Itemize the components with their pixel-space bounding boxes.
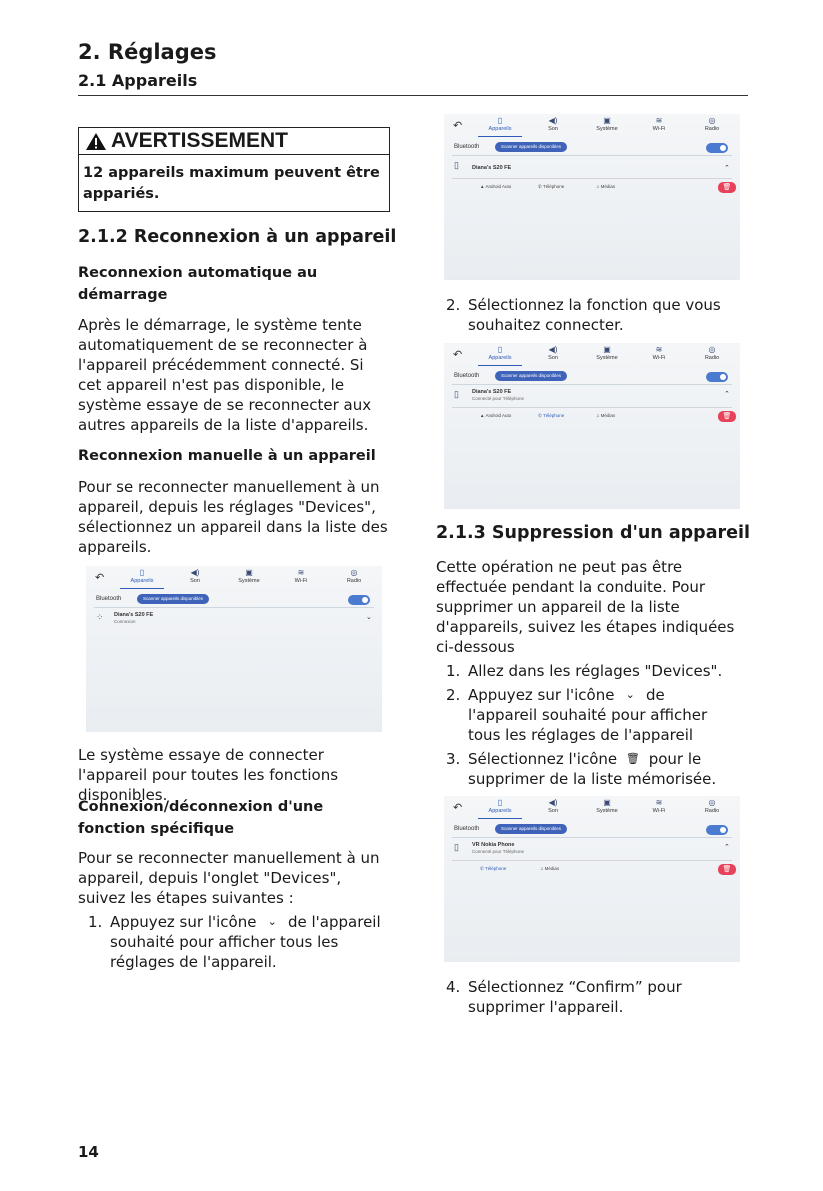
tab-appareils[interactable]: ▯ Appareils [478,344,522,361]
divider [452,178,732,179]
music-icon: ♫ [540,866,544,871]
trash-icon: 🗑 [625,752,640,765]
music-icon: ♫ [596,413,600,418]
screenshot-connecting [86,566,382,732]
android-auto-icon: ▲ [480,184,485,189]
active-tab-underline [120,588,164,589]
delete-steps [446,661,736,793]
trash-icon: 🗑 [722,413,732,420]
function-media[interactable]: ♫ Médias [596,413,616,418]
warning-text: 12 appareils maximum peuvent être appariés. [83,165,380,202]
radio-icon: ◎ [708,116,716,125]
tab-wifi[interactable]: ≋ Wi-Fi [637,115,681,132]
scan-button[interactable]: Scanner appareils disponibles [495,824,567,834]
bluetooth-label: Bluetooth [454,826,480,832]
system-icon: ▣ [603,116,611,125]
function-android-auto[interactable]: ▲ Android Auto [480,184,512,189]
chapter-title: 2. Réglages [78,40,217,64]
delete-button[interactable] [718,182,736,193]
delete-steps-b [446,977,736,1021]
divider [452,837,732,838]
after-screenshot-text: Le système essaye de connecter l'appareil pour toutes les fonctions disponibles. [78,746,339,804]
tab-son[interactable]: ◀) Son [531,115,575,132]
tab-son[interactable]: ◀) Son [173,567,217,584]
chevron-down-icon[interactable]: ⌄ [366,614,372,621]
android-auto-icon: ▲ [480,413,485,418]
trash-icon: 🗑 [722,184,732,191]
divider [452,407,732,408]
active-tab-underline [478,365,522,366]
tab-son[interactable]: ◀) Son [531,344,575,361]
phone-icon: ▯ [454,160,459,170]
manual-reconnect-text: Pour se reconnecter manuellement à un appareil, depuis les réglages "Devices", sélectionnez un appareil dans la liste des appareils. [78,478,388,556]
list-item: 4. Sélectionnez “Confirm” pour supprimer l'appareil. [446,978,682,1016]
screenshot-delete [444,796,740,962]
divider [452,860,732,861]
phone-icon: ✆ [480,866,484,871]
delete-intro: Cette opération ne peut pas être effectuée pendant la conduite. Pour supprimer un appareil de la liste d'appareils, suivez les étapes indiquées ci-dessous [436,558,735,656]
function-steps [88,912,388,976]
list-item: 3. Sélectionnez l'icône 🗑 pour le supprimer de la liste mémorisée. [446,750,717,788]
chevron-down-icon: ⌄ [625,688,635,701]
divider [452,155,732,156]
tab-systeme[interactable]: ▣ Système [227,567,271,584]
function-android-auto[interactable]: ▲ Android Auto [480,413,512,418]
tab-appareils[interactable]: ▯ Appareils [120,567,164,584]
speaker-icon: ◀) [548,798,558,807]
system-icon: ▣ [603,345,611,354]
phone-connected-icon: ▯ [454,389,459,399]
scan-button[interactable]: Scanner appareils disponibles [137,594,209,604]
devices-icon: ▯ [497,798,503,807]
tab-radio[interactable]: ◎ Radio [332,567,376,584]
trash-icon: 🗑 [722,866,732,873]
delete-button[interactable] [718,411,736,422]
speaker-icon: ◀) [548,345,558,354]
warning-icon [85,132,107,151]
page-number: 14 [78,1143,99,1161]
warning-header [79,128,389,155]
device-name: VR Nokia Phone [472,842,515,848]
bluetooth-toggle[interactable] [706,143,728,153]
list-item: 2. Sélectionnez la fonction que vous souhaitez connecter. [446,296,721,334]
chevron-up-icon[interactable]: ⌃ [724,391,730,398]
divider [94,607,374,608]
device-status: Connexion [114,619,136,624]
chevron-down-icon: ⌄ [267,915,277,928]
function-media[interactable]: ♫ Médias [596,184,616,189]
header-rule [78,95,748,96]
radio-icon: ◎ [708,798,716,807]
phone-icon: ✆ [538,413,542,418]
function-telephone[interactable]: ✆ Téléphone [480,866,507,871]
device-name: Diana's S20 FE [472,389,512,395]
tab-radio[interactable]: ◎ Radio [690,115,734,132]
wifi-icon: ≋ [655,116,663,125]
scan-button[interactable]: Scanner appareils disponibles [495,142,567,152]
tab-wifi[interactable]: ≋ Wi-Fi [279,567,323,584]
delete-button[interactable] [718,864,736,875]
chevron-up-icon[interactable]: ⌃ [724,165,730,172]
bluetooth-label: Bluetooth [454,144,480,150]
section-2-1-3-title: 2.1.3 Suppression d'un appareil [436,523,751,543]
function-media[interactable]: ♫ Médias [540,866,560,871]
function-telephone[interactable]: ✆ Téléphone [538,413,565,418]
wifi-icon: ≋ [297,568,305,577]
section-2-1-2-title: 2.1.2 Reconnexion à un appareil [78,227,397,247]
wifi-icon: ≋ [655,345,663,354]
bluetooth-toggle[interactable] [706,372,728,382]
device-status: Connecté pour Téléphone [472,849,524,854]
function-title: Connexion/déconnexion d'une fonction spécifique [78,799,324,837]
manual-reconnect-title: Reconnexion manuelle à un appareil [78,448,376,464]
function-telephone[interactable]: ✆ Téléphone [538,184,565,189]
section-title: 2.1 Appareils [78,71,198,90]
device-name: Diana's S20 FE [472,165,512,171]
auto-reconnect-text: Après le démarrage, le système tente automatiquement de se reconnecter à l'appareil précédemment connecté. Si cet appareil n'est pas disponible, le système essaye de se reconnecter aux autres appareils de la liste d'appareils. [78,316,372,434]
tab-systeme[interactable]: ▣ Système [585,115,629,132]
back-icon[interactable]: ↶ [453,120,463,132]
tab-systeme[interactable]: ▣ Système [585,344,629,361]
screenshot-function-telephone [444,343,740,509]
active-tab-underline [478,136,522,137]
tab-radio[interactable]: ◎ Radio [690,344,734,361]
device-status: Connecté pour Téléphone [472,396,524,401]
system-icon: ▣ [603,798,611,807]
phone-icon: ✆ [538,184,542,189]
wifi-icon: ≋ [655,798,663,807]
back-icon[interactable]: ↶ [95,572,105,584]
tab-appareils[interactable]: ▯ Appareils [478,115,522,132]
back-icon[interactable]: ↶ [453,349,463,361]
list-item: 1. Appuyez sur l'icône ⌄ de l'appareil souhaité pour afficher tous les réglages de l'appareil. [88,913,381,971]
device-name: Diana's S20 FE [114,612,154,618]
chevron-up-icon[interactable]: ⌃ [724,844,730,851]
list-item: 2. Appuyez sur l'icône ⌄ de l'appareil souhaité pour afficher tous les réglages de l'appareil [446,686,708,744]
screenshot-connected [444,114,740,280]
function-text: Pour se reconnecter manuellement à un appareil, depuis l'onglet "Devices", suivez les étapes suivantes : [78,849,380,907]
speaker-icon: ◀) [548,116,558,125]
bluetooth-toggle[interactable] [706,825,728,835]
scan-button[interactable]: Scanner appareils disponibles [495,371,567,381]
tab-appareils[interactable]: ▯ Appareils [478,797,522,814]
system-icon: ▣ [245,568,253,577]
bluetooth-label: Bluetooth [454,373,480,379]
devices-icon: ▯ [497,116,503,125]
bluetooth-toggle[interactable] [348,595,370,605]
back-icon[interactable]: ↶ [453,802,463,814]
divider [452,384,732,385]
phone-connected-icon: ▯ [454,842,459,852]
tab-systeme[interactable]: ▣ Système [585,797,629,814]
warning-title: AVERTISSEMENT [111,129,288,152]
devices-icon: ▯ [139,568,145,577]
speaker-icon: ◀) [190,568,200,577]
loading-icon: ⁘ [96,612,104,622]
tab-wifi[interactable]: ≋ Wi-Fi [637,344,681,361]
radio-icon: ◎ [708,345,716,354]
music-icon: ♫ [596,184,600,189]
radio-icon: ◎ [350,568,358,577]
steps-right-a [446,295,736,339]
auto-reconnect-title: Reconnexion automatique au démarrage [78,265,318,303]
tab-wifi[interactable]: ≋ Wi-Fi [637,797,681,814]
bluetooth-label: Bluetooth [96,596,122,602]
tab-son[interactable]: ◀) Son [531,797,575,814]
warning-box [78,127,390,212]
list-item: 1. Allez dans les réglages "Devices". [446,662,723,680]
active-tab-underline [478,818,522,819]
tab-radio[interactable]: ◎ Radio [690,797,734,814]
devices-icon: ▯ [497,345,503,354]
